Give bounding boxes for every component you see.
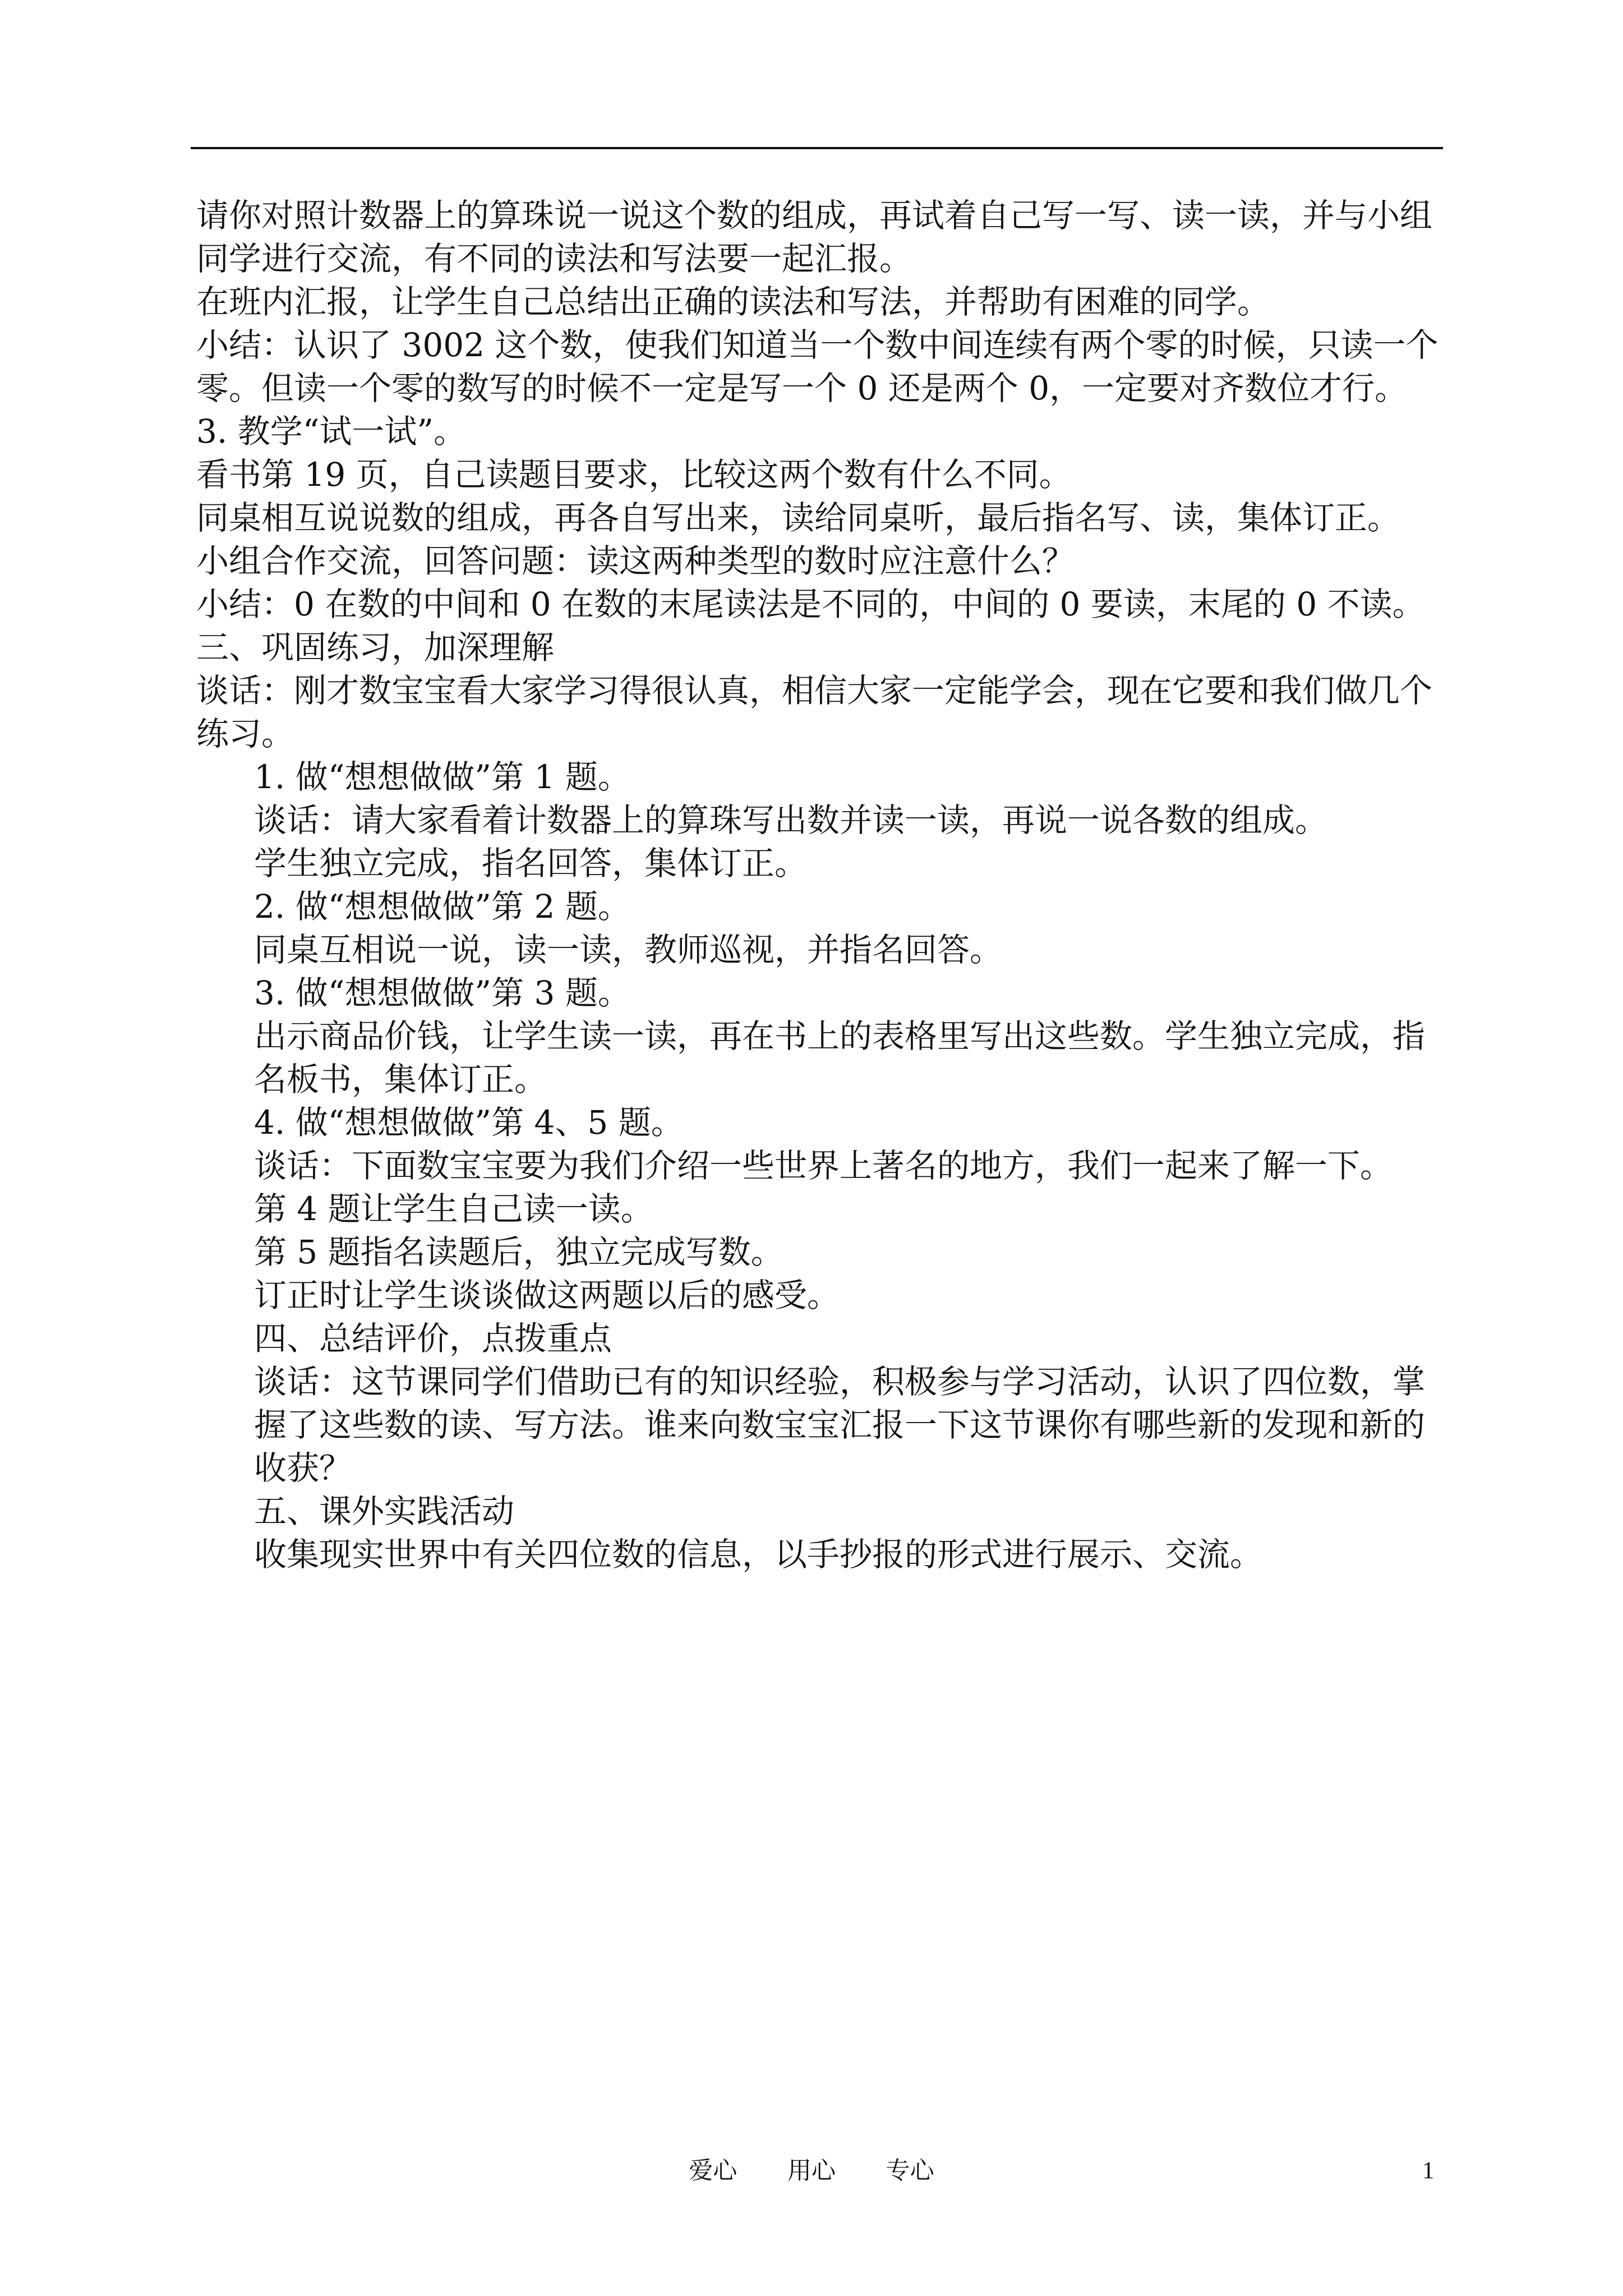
text-line: 收集现实世界中有关四位数的信息，以手抄报的形式进行展示、交流。 — [254, 1535, 1263, 1573]
text-line: 零。但读一个零的数写的时候不一定是写一个 0 还是两个 0，一定要对齐数位才行。 — [196, 369, 1408, 407]
text-line: 同学进行交流，有不同的读法和写法要一起汇报。 — [196, 240, 912, 278]
footer-slogan-love: 爱心 — [689, 2157, 737, 2185]
document-body — [196, 194, 1442, 1576]
footer-slogan-focus: 专心 — [886, 2157, 934, 2185]
text-line: 谈话：这节课同学们借助已有的知识经验，积极参与学习活动，认识了四位数，掌 — [254, 1363, 1426, 1401]
text-line: 练习。 — [196, 715, 294, 753]
text-line: 谈话：请大家看着计数器上的算珠写出数并读一读，再说一说各数的组成。 — [254, 801, 1328, 839]
page-number: 1 — [1422, 2157, 1435, 2184]
text-line: 小结：认识了 3002 这个数，使我们知道当一个数中间连续有两个零的时候，只读一个 — [196, 326, 1438, 364]
text-line: 五、课外实践活动 — [254, 1492, 515, 1530]
text-line: 2. 做“想想做做”第 2 题。 — [254, 887, 630, 926]
text-line: 3. 做“想想做做”第 3 题。 — [254, 974, 630, 1012]
text-line: 小组合作交流，回答问题：读这两种类型的数时应注意什么？ — [196, 542, 1075, 580]
text-line: 三、巩固练习，加深理解 — [196, 628, 555, 666]
text-line: 握了这些数的读、写方法。谁来向数宝宝汇报一下这节课你有哪些新的发现和新的 — [254, 1406, 1426, 1444]
text-line: 谈话：刚才数宝宝看大家学习得很认真，相信大家一定能学会，现在它要和我们做几个 — [196, 671, 1433, 710]
text-line: 4. 做“想想做做”第 4、5 题。 — [254, 1103, 684, 1142]
text-line: 第 5 题指名读题后，独立完成写数。 — [254, 1233, 783, 1271]
text-line: 同桌相互说说数的组成，再各自写出来，读给同桌听，最后指名写、读，集体订正。 — [196, 499, 1400, 537]
footer-slogans — [0, 2154, 1623, 2188]
text-line: 1. 做“想想做做”第 1 题。 — [254, 758, 630, 796]
text-line: 订正时让学生谈谈做这两题以后的感受。 — [254, 1276, 840, 1314]
text-line: 小结：0 在数的中间和 0 在数的末尾读法是不同的，中间的 0 要读，末尾的 0 不读。 — [196, 585, 1425, 623]
text-line: 四、总结评价，点拨重点 — [254, 1319, 612, 1358]
text-line: 谈话：下面数宝宝要为我们介绍一些世界上著名的地方，我们一起来了解一下。 — [254, 1147, 1393, 1185]
text-line: 名板书，集体订正。 — [254, 1060, 547, 1098]
footer-slogan-use: 用心 — [787, 2157, 836, 2185]
text-line: 3. 教学“试一试”。 — [196, 412, 467, 450]
text-line: 同桌互相说一说，读一读，教师巡视，并指名回答。 — [254, 931, 1003, 969]
text-line: 在班内汇报，让学生自己总结出正确的读法和写法，并帮助有困难的同学。 — [196, 283, 1270, 321]
text-line: 学生独立完成，指名回答，集体订正。 — [254, 844, 808, 882]
text-line: 看书第 19 页，自己读题目要求，比较这两个数有什么不同。 — [196, 455, 1072, 494]
text-line: 第 4 题让学生自己读一读。 — [254, 1190, 653, 1228]
header-rule — [191, 147, 1443, 149]
text-line: 出示商品价钱，让学生读一读，再在书上的表格里写出这些数。学生独立完成，指 — [254, 1017, 1426, 1055]
text-line: 请你对照计数器上的算珠说一说这个数的组成，再试着自己写一写、读一读，并与小组 — [196, 196, 1433, 234]
text-line: 收获？ — [254, 1449, 352, 1487]
